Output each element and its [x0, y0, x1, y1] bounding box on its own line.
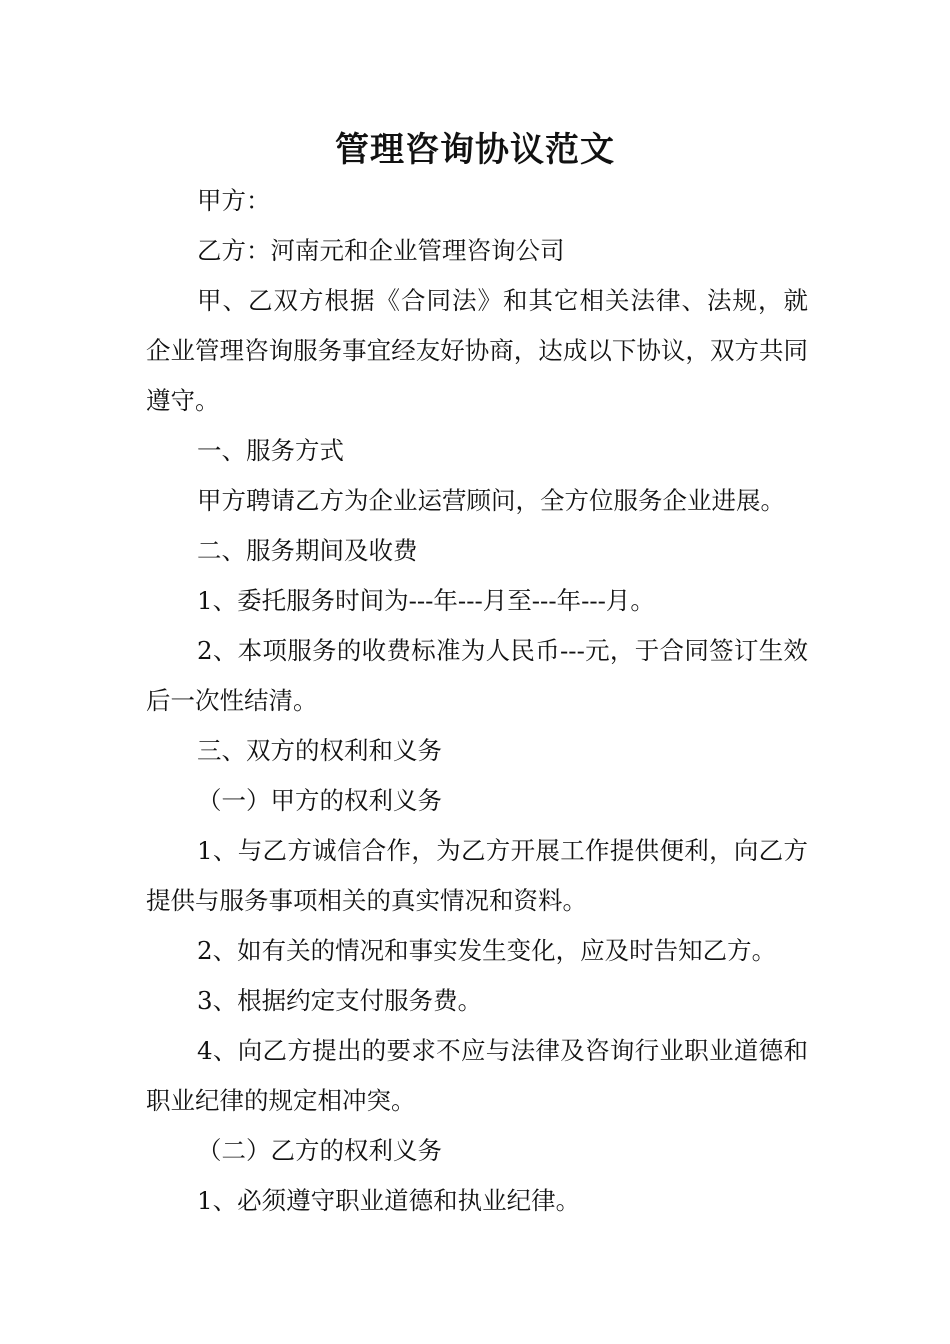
subsection-a-item-3: 3、根据约定支付服务费。: [197, 986, 483, 1015]
preamble-paragraph: 甲、乙双方根据《合同法》和其它相关法律、法规，就企业管理咨询服务事宜经友好协商，达成以下协议，双方共同遵守。: [146, 286, 808, 415]
party-a-line: 甲方：: [197, 186, 271, 215]
subsection-a-item-4: 4、向乙方提出的要求不应与法律及咨询行业职业道德和职业纪律的规定相冲突。: [146, 1036, 808, 1115]
party-b-line: 乙方：河南元和企业管理咨询公司: [197, 236, 565, 265]
section-2-item-1: 1、委托服务时间为---年---月至---年---月。: [197, 586, 655, 615]
section-heading-3: 三、双方的权利和义务: [197, 736, 442, 765]
document-body: [146, 176, 808, 1226]
section-1-text: 甲方聘请乙方为企业运营顾问，全方位服务企业进展。: [197, 486, 785, 515]
subsection-a-item-1: 1、与乙方诚信合作，为乙方开展工作提供便利，向乙方提供与服务事项相关的真实情况和资料。: [146, 836, 808, 915]
subsection-a-item-2: 2、如有关的情况和事实发生变化，应及时告知乙方。: [197, 936, 777, 965]
section-heading-1: 一、服务方式: [197, 436, 344, 465]
section-heading-2: 二、服务期间及收费: [197, 536, 418, 565]
subsection-heading-b: （二）乙方的权利义务: [197, 1136, 442, 1165]
document-title: 管理咨询协议范文: [335, 130, 615, 170]
subsection-b-item-1: 1、必须遵守职业道德和执业纪律。: [197, 1186, 581, 1215]
subsection-heading-a: （一）甲方的权利义务: [197, 786, 442, 815]
section-2-item-2: 2、本项服务的收费标准为人民币---元，于合同签订生效后一次性结清。: [146, 636, 808, 715]
